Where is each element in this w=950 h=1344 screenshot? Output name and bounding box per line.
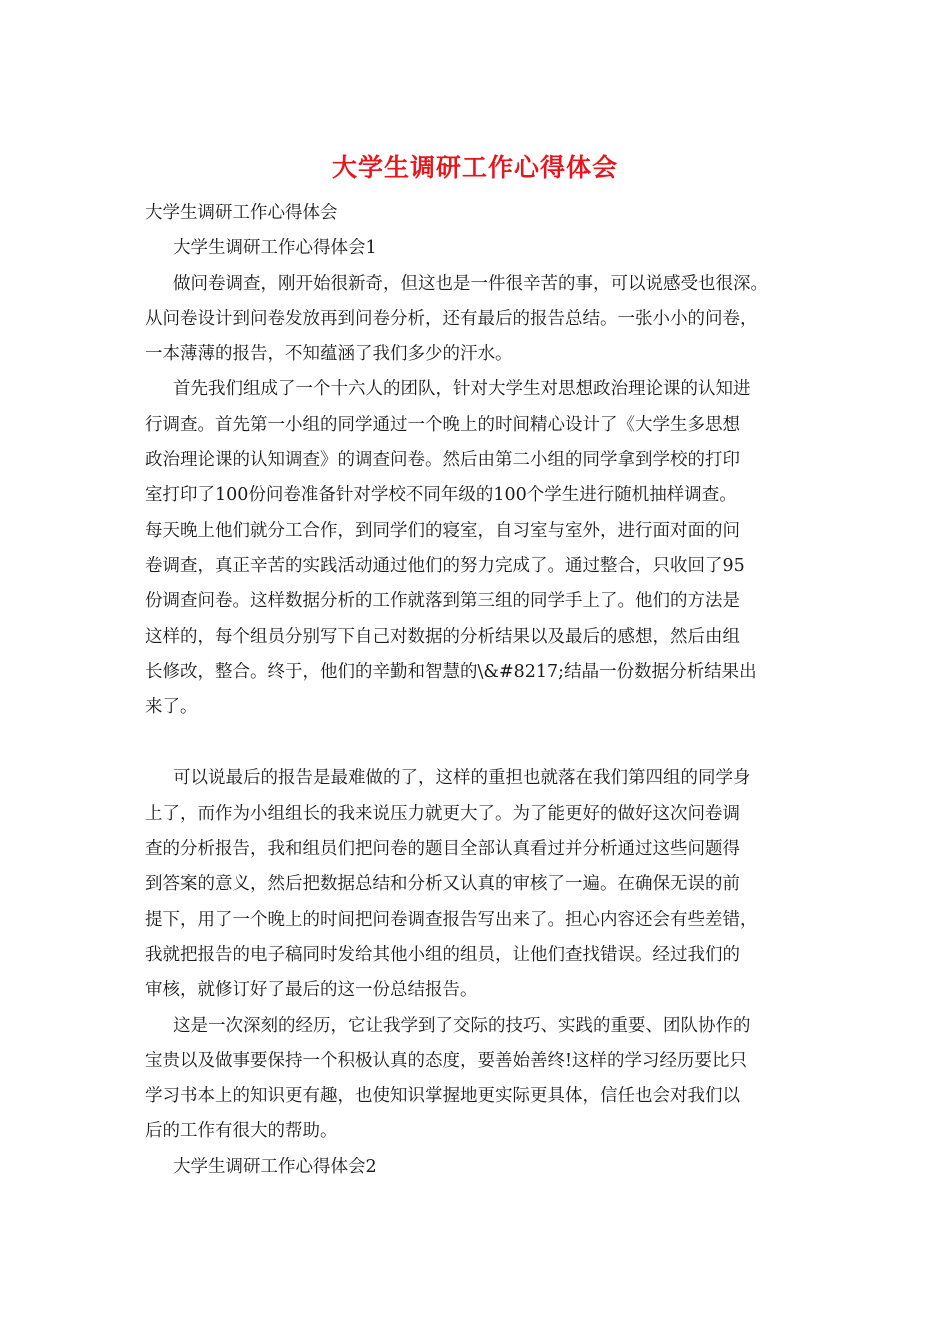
- text-line: 行调查。首先第一小组的同学通过一个晚上的时间精心设计了《大学生多思想: [145, 414, 740, 435]
- text-line: 首先我们组成了一个十六人的团队，针对大学生对思想政治理论课的认知进: [173, 379, 751, 400]
- text-line: 到答案的意义，然后把数据总结和分析又认真的审核了一遍。在确保无误的前: [145, 874, 740, 895]
- text-line: 宝贵以及做事要保持一个积极认真的态度，要善始善终!这样的学习经历要比只: [145, 1050, 748, 1071]
- text-line: 一本薄薄的报告，不知蕴涵了我们多少的汗水。: [145, 344, 513, 365]
- text-line: 室打印了100份问卷准备针对学校不同年级的100个学生进行随机抽样调查。: [145, 485, 737, 506]
- text-line: 可以说最后的报告是最难做的了，这样的重担也就落在我们第四组的同学身: [173, 768, 751, 789]
- text-line: 这是一次深刻的经历，它让我学到了交际的技巧、实践的重要、团队协作的: [173, 1015, 751, 1036]
- text-line: 大学生调研工作心得体会: [145, 203, 338, 223]
- text-line: 大学生调研工作心得体会1: [173, 238, 377, 259]
- text-line: 提下，用了一个晚上的时间把问卷调查报告写出来了。担心内容还会有些差错，: [145, 909, 758, 930]
- text-line: 大学生调研工作心得体会2: [173, 1156, 377, 1177]
- document-body: [145, 196, 825, 1185]
- text-line: 长修改，整合。终于，他们的辛勤和智慧的\&#8217;结晶一份数据分析结果出: [145, 661, 757, 682]
- text-line: 做问卷调查，刚开始很新奇，但这也是一件很辛苦的事，可以说感受也很深。: [173, 273, 768, 294]
- text-line: 从问卷设计到问卷发放再到问卷分析，还有最后的报告总结。一张小小的问卷，: [145, 308, 758, 329]
- text-line: 后的工作有很大的帮助。: [145, 1121, 338, 1142]
- text-line: 上了，而作为小组组长的我来说压力就更大了。为了能更好的做好这次问卷调: [145, 803, 740, 824]
- text-line: 这样的，每个组员分别写下自己对数据的分析结果以及最后的感想，然后由组: [145, 626, 740, 647]
- text-line: 份调查问卷。这样数据分析的工作就落到第三组的同学手上了。他们的方法是: [145, 591, 740, 612]
- text-line: 来了。: [145, 697, 198, 718]
- text-line: 审核，就修订好了最后的这一份总结报告。: [145, 980, 478, 1001]
- text-line: 卷调查，真正辛苦的实践活动通过他们的努力完成了。通过整合，只收回了95: [145, 555, 745, 576]
- text-line: 查的分析报告，我和组员们把问卷的题目全部认真看过并分析通过这些问题得: [145, 839, 740, 860]
- paragraph-gap: [145, 725, 825, 761]
- text-line: 我就把报告的电子稿同时发给其他小组的组员，让他们查找错误。经过我们的: [145, 944, 740, 965]
- text-line: 学习书本上的知识更有趣，也使知识掌握地更实际更具体，信任也会对我们以: [145, 1086, 740, 1107]
- document-title: 大学生调研工作心得体会: [331, 153, 618, 182]
- text-line: 每天晚上他们就分工合作，到同学们的寝室，自习室与室外，进行面对面的问: [145, 520, 740, 541]
- text-line: 政治理论课的认知调查》的调查问卷。然后由第二小组的同学拿到学校的打印: [145, 450, 740, 471]
